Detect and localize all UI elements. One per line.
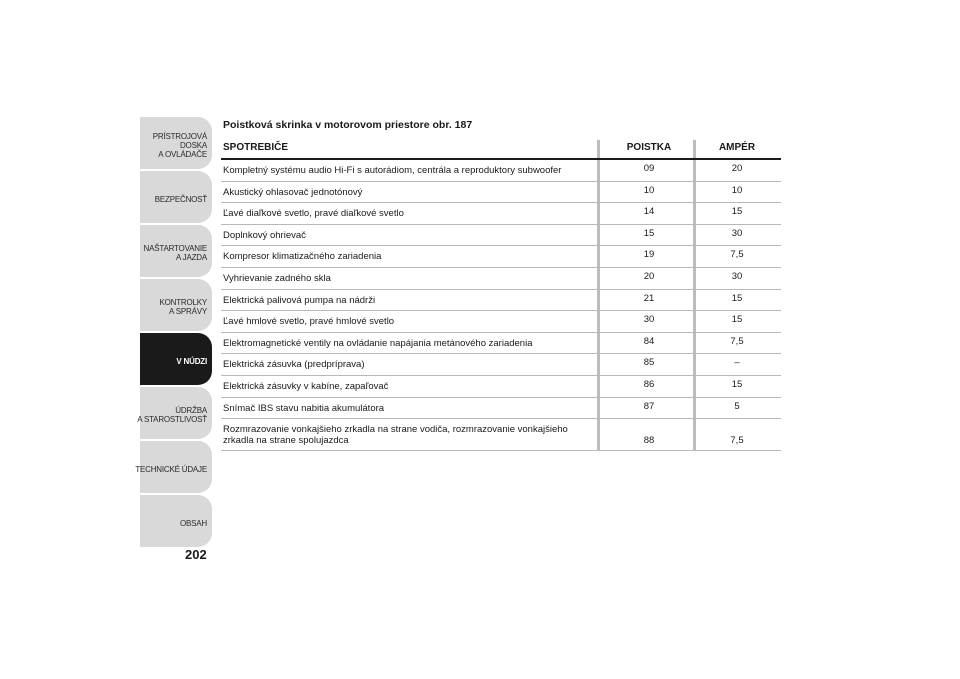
- sidebar-tab-label: NAŠTARTOVANIE: [143, 244, 207, 253]
- table-row: [221, 203, 781, 225]
- fuse-cell: 30: [643, 314, 655, 326]
- fuse-cell: 86: [643, 378, 655, 390]
- table-row: [221, 225, 781, 247]
- sidebar-tab-label: ÚDRŽBA: [175, 406, 207, 415]
- fuse-cell: 85: [643, 357, 655, 369]
- amp-cell: 7,5: [730, 335, 744, 347]
- consumer-cell: Doplnkový ohrievač: [223, 229, 306, 241]
- consumer-cell: Elektromagnetické ventily na ovládanie napájania metánového zariadenia: [223, 337, 533, 349]
- sidebar-tab[interactable]: [137, 387, 212, 439]
- sidebar-tab-label: A SPRÁVY: [169, 307, 207, 316]
- sidebar-tab-label: V NÚDZI: [176, 356, 207, 366]
- table-row: [221, 182, 781, 204]
- sidebar-tab-label: TECHNICKÉ ÚDAJE: [135, 464, 207, 474]
- sidebar-tab[interactable]: [140, 279, 212, 331]
- table-header: [221, 140, 781, 160]
- table-row: [221, 160, 781, 182]
- sidebar-tab[interactable]: [135, 441, 212, 493]
- consumer-cell: Kompresor klimatizačného zariadenia: [223, 251, 382, 263]
- amp-cell: 10: [731, 184, 743, 196]
- sidebar-tab-label: OBSAH: [179, 518, 207, 528]
- page-number: 202: [185, 547, 207, 562]
- fuse-cell: 15: [643, 227, 655, 239]
- consumer-cell: Ľavé diaľkové svetlo, pravé diaľkové svetlo: [223, 208, 404, 220]
- amp-cell: 15: [731, 378, 743, 390]
- amp-cell: 7,5: [730, 249, 744, 261]
- consumer-cell: Akustický ohlasovač jednotónový: [223, 186, 363, 198]
- fuse-cell: 10: [643, 184, 655, 196]
- fuse-cell: 09: [643, 163, 655, 174]
- amp-cell: 20: [731, 163, 743, 174]
- fuse-cell: 87: [643, 400, 655, 412]
- amp-cell: 5: [734, 400, 740, 412]
- table-row: [221, 311, 781, 333]
- fuse-cell: 20: [643, 270, 655, 282]
- table-body: [221, 160, 781, 451]
- amp-cell: –: [734, 357, 740, 369]
- sidebar-tab[interactable]: [140, 495, 212, 547]
- table-row: [221, 246, 781, 268]
- consumer-cell: Elektrická zásuvky v kabíne, zapaľovač: [223, 380, 389, 392]
- sidebar-tab[interactable]: [140, 171, 212, 223]
- sidebar-tab[interactable]: [140, 225, 212, 277]
- section-sidebar: [135, 117, 212, 549]
- header-consumer: SPOTREBIČE: [223, 142, 289, 153]
- consumer-cell: Vyhrievanie zadného skla: [223, 272, 331, 284]
- table-row: [221, 398, 781, 420]
- fuse-cell: 14: [643, 206, 655, 218]
- consumer-cell: Snímač IBS stavu nabitia akumulátora: [223, 402, 385, 414]
- table-title: Poistková skrinka v motorovom priestore obr. 187: [223, 119, 473, 131]
- sidebar-tab-label: A OVLÁDAČE: [158, 149, 207, 159]
- sidebar-tab[interactable]: [140, 333, 212, 385]
- sidebar-tab-label: PRÍSTROJOVÁ: [152, 131, 207, 141]
- fuse-cell: 21: [643, 292, 655, 304]
- amp-cell: 15: [731, 292, 743, 304]
- sidebar-tab-label: A STAROSTLIVOSŤ: [137, 415, 207, 424]
- fuse-table: [221, 140, 781, 451]
- consumer-cell: Elektrická zásuvka (predpríprava): [223, 359, 365, 371]
- fuse-cell: 88: [643, 435, 655, 447]
- table-row: [221, 376, 781, 398]
- amp-cell: 15: [731, 314, 743, 326]
- table-row: [221, 419, 781, 451]
- sidebar-tab-label: A JAZDA: [175, 253, 207, 262]
- table-row: [221, 333, 781, 355]
- amp-cell: 30: [731, 227, 743, 239]
- sidebar-tab-label: DOSKA: [179, 140, 207, 150]
- sidebar-tab[interactable]: [140, 117, 212, 169]
- amp-cell: 30: [731, 270, 743, 282]
- table-row: [221, 268, 781, 290]
- consumer-cell: Rozmrazovanie vonkajšieho zrkadla na strane vodiča, rozmrazovanie vonkajšieho zrkadla na strane spolujazdca: [223, 424, 568, 447]
- amp-cell: 15: [731, 206, 743, 218]
- header-fuse: POISTKA: [626, 142, 672, 153]
- fuse-cell: 84: [643, 335, 655, 347]
- consumer-cell: Elektrická palivová pumpa na nádrži: [223, 294, 376, 306]
- fuse-cell: 19: [643, 249, 655, 261]
- consumer-cell: Kompletný systému audio Hi-Fi s autorádiom, centrála a reproduktory subwoofer: [223, 165, 562, 176]
- table-row: [221, 290, 781, 312]
- header-amp: AMPÉR: [718, 142, 756, 153]
- consumer-cell: Ľavé hmlové svetlo, pravé hmlové svetlo: [223, 316, 395, 328]
- sidebar-tab-label: BEZPEČNOSŤ: [154, 194, 207, 204]
- amp-cell: 7,5: [730, 435, 744, 447]
- sidebar-tab-label: KONTROLKY: [159, 298, 207, 307]
- table-row: [221, 354, 781, 376]
